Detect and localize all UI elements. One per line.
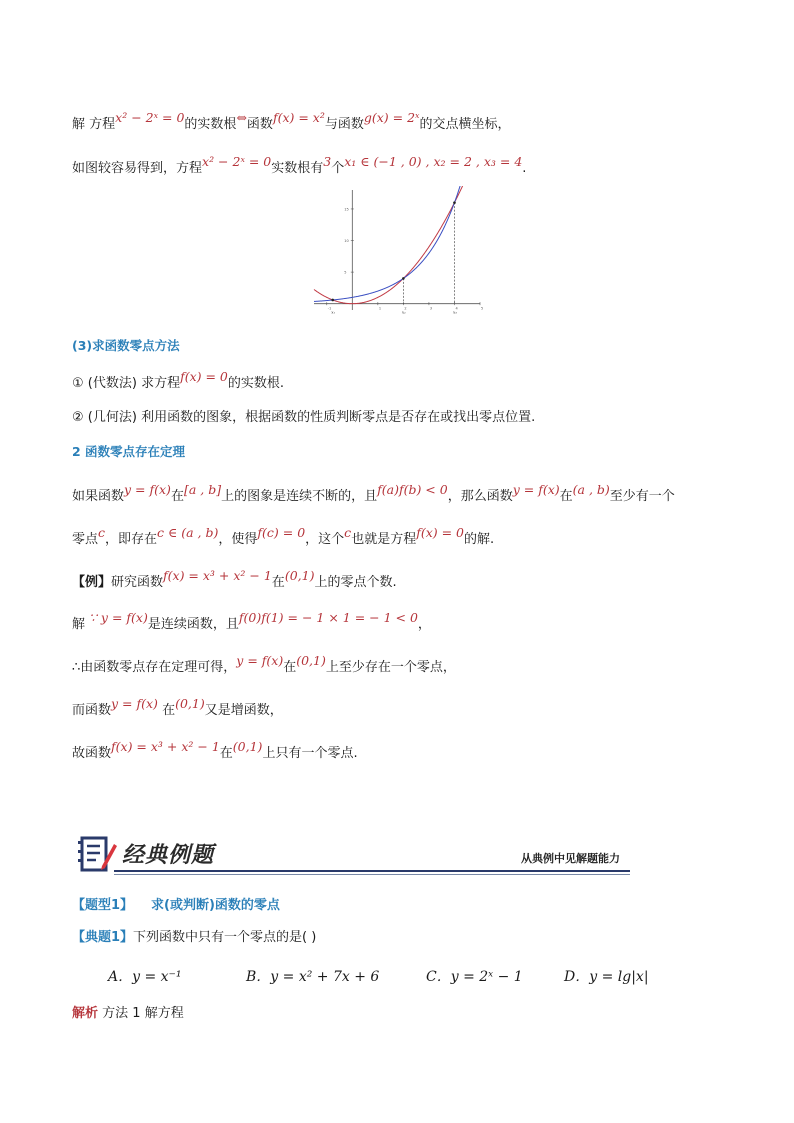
text: 的实数根: [184, 117, 237, 132]
text: 而函数: [72, 703, 112, 718]
text: 如图较容易得到，方程: [72, 161, 203, 176]
notebook-pencil-icon: [74, 832, 118, 876]
option-c-text: C．y = 2ˣ − 1: [426, 969, 523, 985]
intersection-point: [453, 201, 456, 204]
x-tick-label: 1: [378, 306, 382, 311]
text: 是连续函数，且: [147, 617, 239, 632]
math: x² − 2ˣ = 0: [115, 110, 185, 125]
analysis-text: 方法 1 解方程: [102, 1006, 184, 1021]
option-a-text: A．y = x⁻¹: [108, 969, 182, 985]
question-tag: 【典题1】: [72, 930, 134, 945]
question-type-1: [72, 896, 280, 916]
text: 上的图象是连续不断的，且: [221, 489, 378, 504]
math: f(c) = 0: [257, 525, 306, 540]
text: 个: [331, 161, 345, 176]
math: 3: [323, 154, 332, 169]
banner-title: 经典例题: [122, 843, 215, 868]
root-label: x₁: [331, 309, 336, 315]
example-solution-2: [72, 653, 456, 678]
question-1: [72, 928, 316, 948]
math: y = f(x): [236, 653, 284, 668]
math: c ∈ (a , b): [157, 525, 219, 540]
text: 又是增函数，: [204, 703, 283, 718]
x-tick-label: 5: [481, 306, 484, 311]
math: f(0)f(1) = − 1 × 1 = − 1 < 0: [238, 610, 418, 625]
solution-line-2: [72, 154, 527, 179]
example-tag: 【例】: [72, 575, 112, 590]
text: 在: [271, 575, 285, 590]
text: 至少有一个: [609, 489, 675, 504]
x-tick-label: 2: [404, 306, 407, 311]
math: f(x) = x³ + x² − 1: [163, 568, 272, 583]
text: 上只有一个零点.: [262, 746, 358, 761]
y-tick-label: 15: [344, 207, 349, 212]
math: (0,1): [175, 696, 205, 711]
math: y = f(x): [111, 696, 158, 711]
text: 的交点横坐标，: [419, 117, 511, 132]
x-tick-label: 3: [429, 306, 433, 311]
text: 故函数: [72, 746, 112, 761]
method-2: ② (几何法) 利用函数的图象，根据函数的性质判断零点是否存在或找出零点位置.: [72, 410, 536, 425]
text: 在: [170, 489, 184, 504]
option-c[interactable]: [426, 966, 523, 986]
math: f(x) = x²: [272, 110, 325, 125]
x-tick-label: 4: [455, 306, 458, 311]
theorem-line-2: [72, 525, 495, 550]
text: 解: [72, 617, 86, 632]
option-b[interactable]: [246, 966, 379, 986]
banner-rule-thin: [114, 874, 630, 875]
text: ，这个: [305, 532, 345, 547]
graph-curves: [314, 186, 463, 304]
intersection-point: [402, 277, 405, 280]
iff-symbol: ⇔: [236, 110, 247, 125]
analysis-label: 解析: [72, 1006, 99, 1021]
math: x₁ ∈ (−1 , 0) , x₂ = 2 , x₃ = 4: [344, 154, 523, 169]
text: 上至少存在一个零点，: [325, 660, 456, 675]
math: (0,1): [284, 568, 315, 583]
function-graph: [308, 186, 486, 316]
text: 零点: [72, 532, 99, 547]
math: y = f(x): [512, 482, 560, 497]
section-2-title: 2 函数零点存在定理: [72, 444, 186, 459]
example-solution-4: [72, 739, 358, 764]
math: f(x) = x³ + x² − 1: [111, 739, 220, 754]
math: ∵: [85, 610, 101, 625]
text: 的实数根.: [227, 376, 285, 391]
text: 在: [283, 660, 297, 675]
solution-line-1: [72, 110, 511, 135]
text: 在: [157, 703, 176, 718]
text: 函数: [246, 117, 273, 132]
text: ，使得: [218, 532, 258, 547]
text: ∴由函数零点存在定理可得，: [72, 660, 237, 675]
root-label: x₂: [401, 309, 406, 315]
text: ，那么函数: [447, 489, 513, 504]
math: f(x) = 0: [180, 369, 228, 384]
text: 实数根有: [271, 161, 324, 176]
math: g(x) = 2ˣ: [363, 110, 420, 125]
math: [a , b]: [183, 482, 222, 497]
example-solution-3: [72, 696, 283, 721]
text: 与函数: [324, 117, 364, 132]
method-1: [72, 369, 285, 394]
type-tag: 【题型1】: [72, 898, 134, 913]
example-solution-1: [72, 610, 431, 635]
text: ，即存在: [105, 532, 158, 547]
y-tick-label: 10: [344, 239, 349, 244]
question-text: 下列函数中只有一个零点的是( ): [133, 930, 317, 945]
section-banner: [74, 832, 630, 876]
type-title: 求(或判断)函数的零点: [151, 898, 280, 913]
text: .: [522, 161, 527, 176]
math: (0,1): [296, 653, 326, 668]
option-b-text: B．y = x² + 7x + 6: [246, 969, 380, 985]
math: x² − 2ˣ = 0: [202, 154, 272, 169]
text: 研究函数: [111, 575, 164, 590]
text: 在: [219, 746, 233, 761]
math: (0,1): [232, 739, 263, 754]
analysis-line: [72, 1004, 184, 1024]
x-tick-label: -1: [327, 306, 332, 311]
banner-subtitle: 从典例中见解题能力: [521, 852, 620, 865]
math: c: [344, 525, 352, 540]
text: 方程: [89, 117, 116, 132]
text: 在: [559, 489, 573, 504]
curve-0: [314, 186, 463, 304]
example-line: [72, 568, 397, 593]
root-label: x₃: [452, 309, 457, 315]
math: (a , b): [572, 482, 610, 497]
theorem-line-1: [72, 482, 675, 507]
solution-label: 解: [72, 117, 86, 132]
option-a[interactable]: [108, 966, 182, 986]
intersection-point: [331, 299, 334, 302]
curve-1: [314, 186, 461, 301]
text: 的解.: [464, 532, 495, 547]
math: f(x) = 0: [416, 525, 465, 540]
math: y = f(x): [100, 610, 148, 625]
text: 如果函数: [72, 489, 125, 504]
section-3-title: (3)求函数零点方法: [72, 338, 180, 353]
text: ，: [417, 617, 431, 632]
option-d[interactable]: [564, 966, 649, 986]
option-d-text: D．y = lg|x|: [564, 969, 649, 985]
text: ① (代数法) 求方程: [72, 376, 181, 391]
math: c: [98, 525, 106, 540]
math: f(a)f(b) < 0: [377, 482, 448, 497]
y-tick-label: 5: [344, 270, 347, 275]
math: y = f(x): [124, 482, 171, 497]
graph-axes: [314, 190, 483, 311]
text: 也就是方程: [351, 532, 417, 547]
banner-rule: [114, 870, 630, 872]
text: 上的零点个数.: [314, 575, 397, 590]
